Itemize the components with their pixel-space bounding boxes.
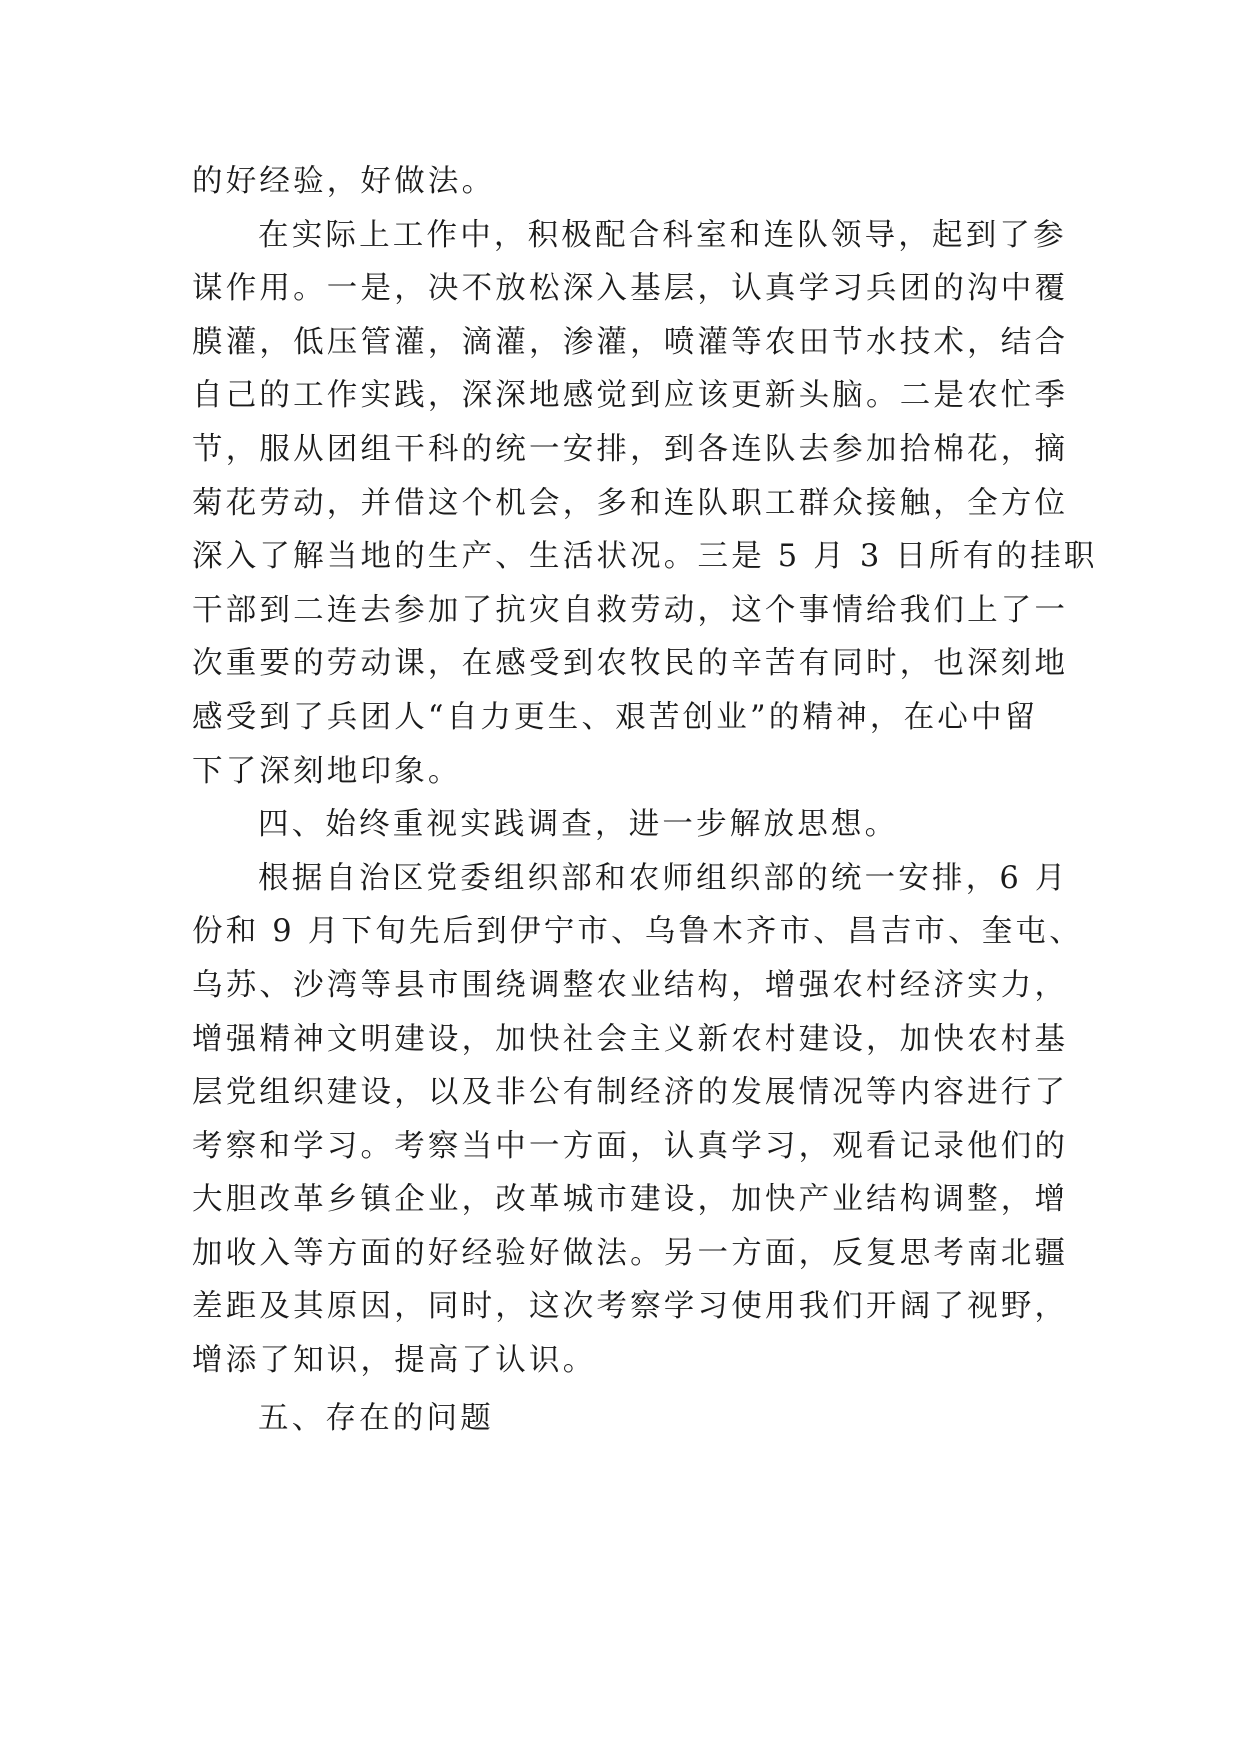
paragraph-start: 根据自治区党委组织部和农师组织部的统一安排，6 月: [258, 860, 1069, 896]
section-heading-4: 四、始终重视实践调查，进一步解放思想。: [258, 807, 899, 843]
text-line: 膜灌，低压管灌，滴灌，渗灌，喷灌等农田节水技术，结合: [192, 324, 1069, 360]
text-line: 层党组织建设，以及非公有制经济的发展情况等内容进行了: [192, 1075, 1069, 1111]
text-line: 感受到了兵团人“自力更生、艰苦创业”的精神，在心中留: [192, 699, 1039, 735]
section-heading-5: 五、存在的问题: [258, 1400, 494, 1436]
text-line: 考察和学习。考察当中一方面，认真学习，观看记录他们的: [192, 1128, 1069, 1164]
text-line: 自己的工作实践，深深地感觉到应该更新头脑。二是农忙季: [192, 378, 1069, 414]
text-line-continuation: 的好经验，好做法。: [192, 164, 496, 199]
text-line: 增添了知识，提高了认识。: [192, 1343, 597, 1379]
text-line: 增强精神文明建设，加快社会主义新农村建设，加快农村基: [192, 1021, 1069, 1057]
text-line: 深入了解当地的生产、生活状况。三是 5 月 3 日所有的挂职: [192, 539, 1098, 575]
paragraph-start: 在实际上工作中，积极配合科室和连队领导，起到了参: [258, 217, 1067, 253]
text-line: 加收入等方面的好经验好做法。另一方面，反复思考南北疆: [192, 1235, 1069, 1271]
document-body: [192, 155, 1098, 1445]
text-line: 差距及其原因，同时，这次考察学习使用我们开阔了视野，: [192, 1289, 1069, 1325]
text-line: 干部到二连去参加了抗灾自救劳动，这个事情给我们上了一: [192, 592, 1069, 628]
text-line: 下了深刻地印象。: [192, 753, 462, 789]
text-line: 次重要的劳动课，在感受到农牧民的辛苦有同时，也深刻地: [192, 646, 1069, 682]
text-line: 菊花劳动，并借这个机会，多和连队职工群众接触，全方位: [192, 485, 1069, 521]
text-line: 乌苏、沙湾等县市围绕调整农业结构，增强农村经济实力，: [192, 967, 1069, 1003]
text-line: 谋作用。一是，决不放松深入基层，认真学习兵团的沟中覆: [192, 271, 1069, 307]
text-line: 大胆改革乡镇企业，改革城市建设，加快产业结构调整，增: [192, 1182, 1069, 1218]
text-line: 节，服从团组干科的统一安排，到各连队去参加拾棉花，摘: [192, 431, 1069, 467]
text-line: 份和 9 月下旬先后到伊宁市、乌鲁木齐市、昌吉市、奎屯、: [192, 914, 1083, 950]
